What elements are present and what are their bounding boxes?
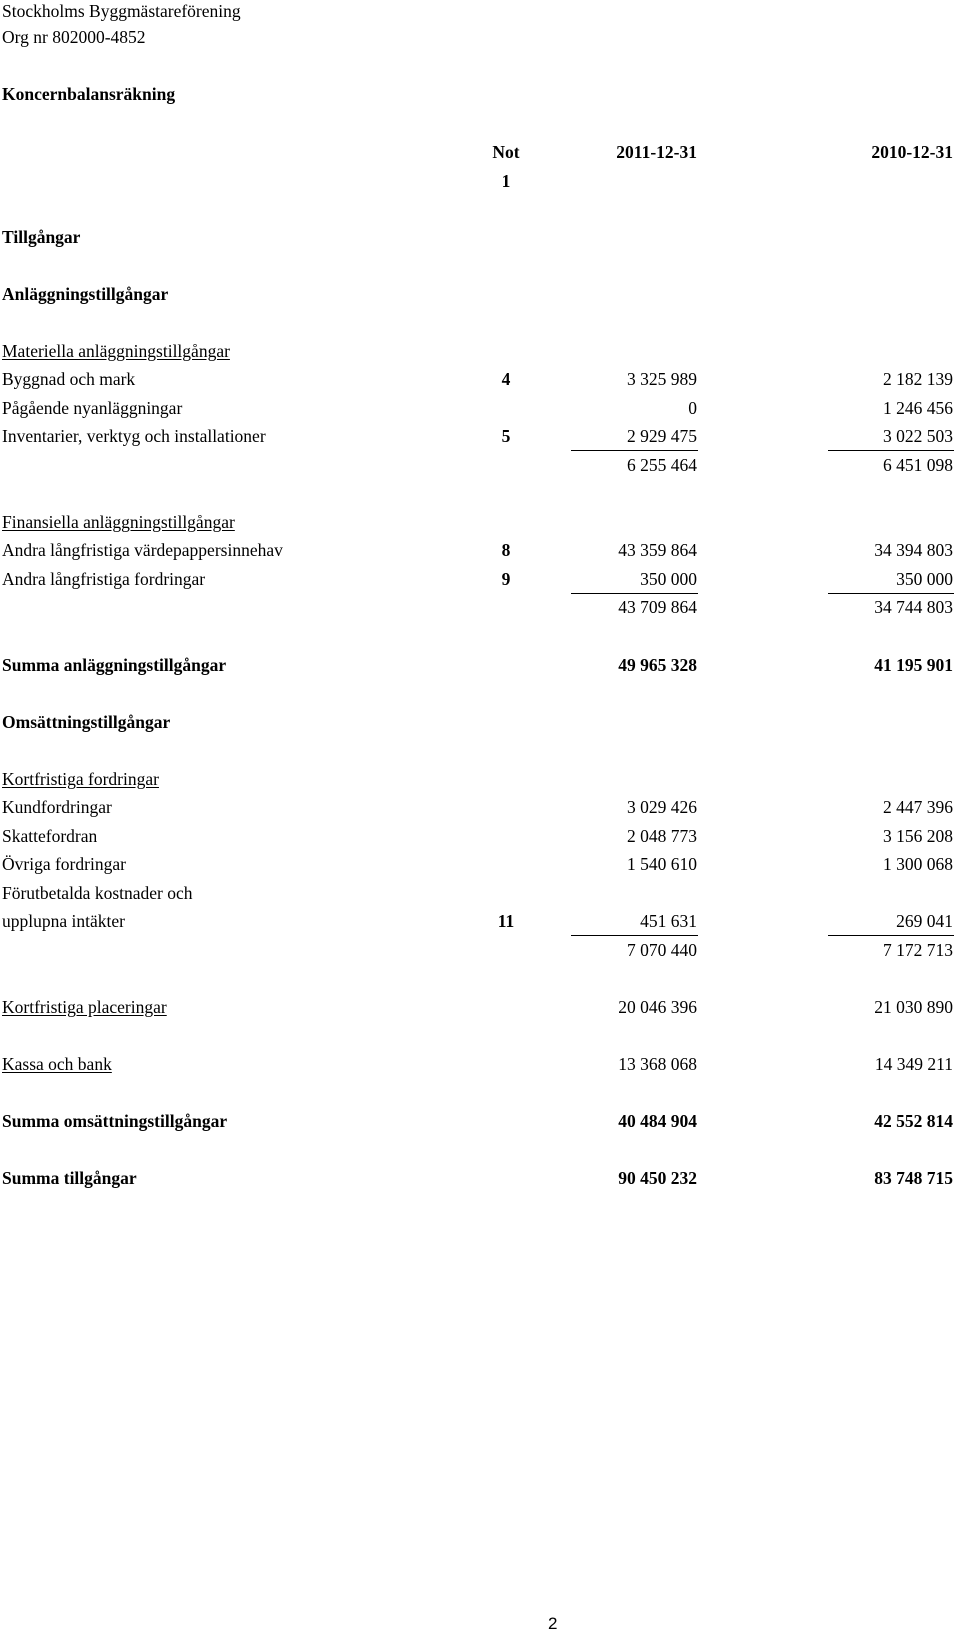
value-2010: 1 300 068 [883, 854, 953, 874]
subtotal-rule [571, 450, 698, 451]
value-2010: 2 182 139 [883, 369, 953, 389]
total-2011: 40 484 904 [618, 1111, 697, 1131]
row-label: Skattefordran [2, 826, 98, 846]
value-2010: 1 246 456 [883, 398, 953, 418]
value-2010: 14 349 211 [874, 1054, 953, 1074]
subtotal-rule [571, 935, 698, 936]
subtotal-2010: 34 744 803 [874, 597, 953, 617]
row-note: 4 [501, 369, 511, 389]
row-label: Andra långfristiga värdepappersinnehav [2, 540, 283, 560]
page-title: Koncernbalansräkning [2, 84, 176, 104]
value-2010: 34 394 803 [874, 540, 953, 560]
value-2011: 451 631 [640, 911, 697, 931]
total-2010: 42 552 814 [874, 1111, 953, 1131]
year-2010-header: 2010-12-31 [871, 142, 953, 162]
subsection-finansiella: Finansiella anläggningstillgångar [2, 512, 235, 532]
value-2011: 3 029 426 [627, 797, 697, 817]
row-label: Byggnad och mark [2, 369, 136, 389]
subtotal-rule [571, 593, 698, 594]
value-2011: 2 048 773 [627, 826, 697, 846]
subtotal-rule [828, 593, 954, 594]
value-2011: 2 929 475 [627, 426, 697, 446]
value-2011: 1 540 610 [627, 854, 697, 874]
subsection-materiella: Materiella anläggningstillgångar [2, 341, 230, 361]
year-2011-header: 2011-12-31 [616, 142, 697, 162]
org-number: Org nr 802000-4852 [2, 27, 146, 47]
org-name: Stockholms Byggmästareförening [2, 1, 241, 21]
row-note: 8 [501, 540, 511, 560]
row-label: Övriga fordringar [2, 854, 126, 874]
note-reference: 1 [501, 171, 511, 191]
row-label: Förutbetalda kostnader och [2, 883, 193, 903]
subtotal-2010: 6 451 098 [883, 455, 953, 475]
grand-total-2011: 90 450 232 [618, 1168, 697, 1188]
summa-tillgangar-label: Summa tillgångar [2, 1168, 137, 1188]
value-2010: 3 156 208 [883, 826, 953, 846]
value-2011: 0 [688, 398, 697, 418]
row-note: 5 [501, 426, 511, 446]
total-2011: 49 965 328 [618, 655, 697, 675]
value-2011: 20 046 396 [618, 997, 697, 1017]
summa-anlaggningstillgangar-label: Summa anläggningstillgångar [2, 655, 227, 675]
row-note: 11 [497, 911, 515, 931]
section-tillgangar: Tillgångar [2, 227, 81, 247]
value-2011: 3 325 989 [627, 369, 697, 389]
value-2010: 3 022 503 [883, 426, 953, 446]
subtotal-2011: 6 255 464 [627, 455, 697, 475]
subtotal-rule [828, 935, 954, 936]
value-2011: 13 368 068 [618, 1054, 697, 1074]
page-number: 2 [548, 1614, 558, 1633]
summa-omsattningstillgangar-label: Summa omsättningstillgångar [2, 1111, 228, 1131]
note-column-header: Not [492, 142, 520, 162]
kortfristiga-placeringar-label: Kortfristiga placeringar [2, 997, 167, 1017]
value-2010: 21 030 890 [874, 997, 953, 1017]
value-2010: 2 447 396 [883, 797, 953, 817]
value-2010: 350 000 [896, 569, 953, 589]
kassa-och-bank-label: Kassa och bank [2, 1054, 112, 1074]
section-anlaggningstillgangar: Anläggningstillgångar [2, 284, 169, 304]
value-2010: 269 041 [896, 911, 953, 931]
subsection-kortfristiga-fordringar: Kortfristiga fordringar [2, 769, 159, 789]
row-label: Kundfordringar [2, 797, 112, 817]
total-2010: 41 195 901 [874, 655, 953, 675]
subtotal-rule [828, 450, 954, 451]
subtotal-2010: 7 172 713 [883, 940, 953, 960]
subtotal-2011: 43 709 864 [618, 597, 697, 617]
row-label: Inventarier, verktyg och installationer [2, 426, 266, 446]
row-note: 9 [501, 569, 511, 589]
row-label: Pågående nyanläggningar [2, 398, 183, 418]
row-label: upplupna intäkter [2, 911, 125, 931]
value-2011: 350 000 [640, 569, 697, 589]
section-omsattningstillgangar: Omsättningstillgångar [2, 712, 171, 732]
grand-total-2010: 83 748 715 [874, 1168, 953, 1188]
value-2011: 43 359 864 [618, 540, 697, 560]
row-label: Andra långfristiga fordringar [2, 569, 206, 589]
subtotal-2011: 7 070 440 [627, 940, 697, 960]
